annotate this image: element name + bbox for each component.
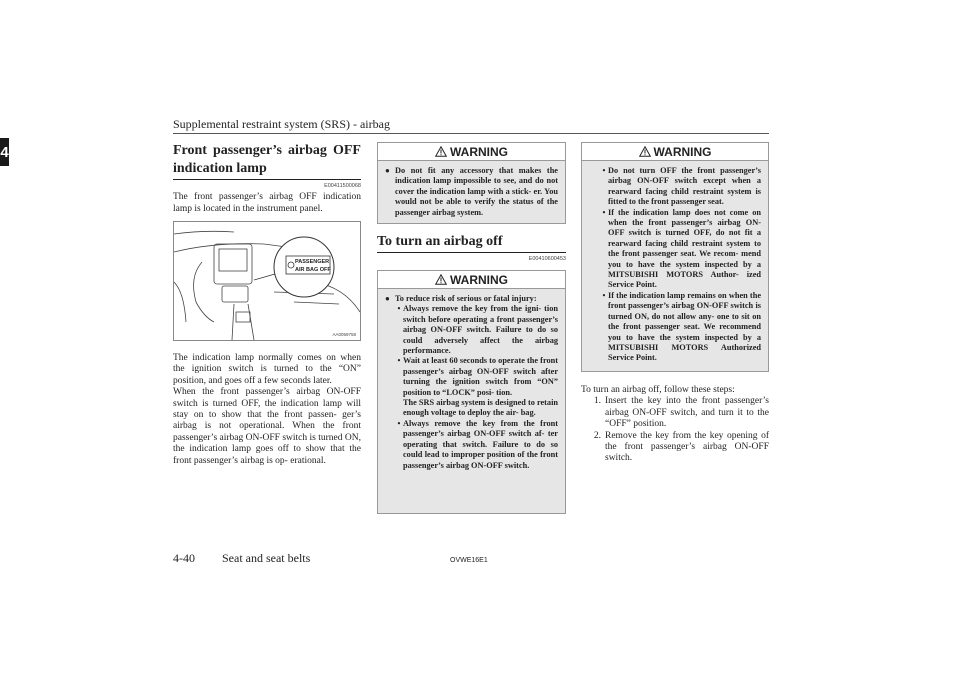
warning-text: Do not fit any accessory that makes the indication lamp impossible to see, and do not cover the indication lamp with a stick- er. You would not be able to verify the status of the passenger airbag system.	[395, 166, 558, 217]
section-code: E00410600453	[528, 256, 566, 262]
warning-title: WARNING	[450, 272, 508, 287]
column-left-body	[173, 353, 361, 467]
section-rule	[173, 179, 361, 180]
dashboard-illustration	[173, 221, 361, 341]
bullet-icon: ●	[385, 166, 390, 175]
section-turn-off	[377, 233, 566, 265]
footer-page-number: 4-40	[173, 551, 195, 565]
footer-section-name: Seat and seat belts	[222, 551, 311, 565]
page-header-title: Supplemental restraint system (SRS) - airbag	[173, 117, 390, 131]
list-item: • If the indication lamp does not come on when the front passenger’s airbag ON- OFF switch is turned OFF, do not fit a rearward facing child restraint system to the front passenger seat. We recom- mend you to have the system inspected by a MITSUBISHI MOTORS Author- ized Service Point.	[602, 207, 761, 290]
warning-triangle-icon	[639, 146, 651, 157]
list-item: • Always remove the key from the front passenger’s airbag ON-OFF switch af- ter operating that switch. Failure to do so could lead to improper position of the front passenger’s airbag ON-OFF switch.	[397, 418, 558, 470]
column-left	[173, 142, 361, 215]
warning-note: The SRS airbag system is designed to retain enough voltage to deploy the air- bag.	[403, 398, 558, 418]
paragraph-lamp-normal: The indication lamp normally comes on when the ignition switch is turned to the “ON” position, and goes off a few seconds later.	[173, 353, 361, 386]
figure-label-line1: PASSENGER	[295, 259, 330, 265]
section-title-turn-off: To turn an airbag off	[377, 234, 503, 249]
footer-document-code: OVWE16E1	[450, 557, 488, 564]
figure-code: AA0059758	[332, 332, 356, 337]
intro-paragraph: The front passenger’s airbag OFF indication lamp is located in the instrument panel.	[173, 192, 361, 214]
section-rule	[377, 252, 566, 253]
list-item: • If the indication lamp remains on when the front passenger’s airbag ON-OFF switch is turned ON, do not allow any- one to sit on the front passenger seat. We recommend you to have the system inspected by a MITSUBISHI MOTORS Authorized Service Point.	[602, 290, 761, 363]
warning-header	[582, 143, 768, 161]
warning-triangle-icon	[435, 146, 447, 157]
warning-title: WARNING	[653, 144, 712, 159]
paragraph-lamp-switch: When the front passenger’s airbag ON-OFF switch is turned OFF, the indication lamp will stay on to show that the front passen- ger’s airbag is not operational. When the front passenger’s airbag ON-OFF switch is turned ON, the indication lamp goes off to show that the front passenger’s airbag is op- erational.	[173, 387, 361, 466]
step-item: 2. Remove the key from the key opening of the front passenger’s airbag ON-OFF switch.	[593, 430, 769, 464]
chapter-tab: 4	[0, 138, 9, 166]
dashboard-drawing	[174, 222, 360, 340]
warning-box-switch	[581, 142, 769, 372]
warning-box-injury	[377, 270, 566, 514]
section-code: E00411500068	[324, 183, 361, 189]
warning-box-accessory	[377, 142, 566, 224]
steps-intro: To turn an airbag off, follow these steps:	[581, 385, 735, 395]
warning-header	[378, 143, 565, 161]
list-item: • Always remove the key from the igni- tion switch before operating a front passenger’s airbag ON-OFF switch. Failure to do so could adversely affect the airbag performance.	[397, 304, 558, 356]
warning-lead: To reduce risk of serious or fatal injury:	[395, 294, 537, 303]
header-rule	[173, 133, 769, 134]
warning-triangle-icon	[435, 274, 447, 285]
bullet-icon: ●	[385, 294, 390, 303]
list-item: • Do not turn OFF the front passenger’s airbag ON-OFF switch except when a rearward facing child restraint system is fitted to the front passenger seat.	[602, 166, 761, 207]
step-item: 1. Insert the key into the front passenger’s airbag ON-OFF switch, and turn it to the “OFF” position.	[593, 396, 769, 430]
warning-header	[378, 271, 565, 289]
steps-block	[581, 385, 769, 465]
section-title-indication-lamp: Front passenger’s airbag OFF indication lamp	[173, 143, 361, 176]
warning-title: WARNING	[450, 144, 508, 159]
list-item: • Wait at least 60 seconds to operate the front passenger’s airbag ON-OFF switch after turning the ignition switch from “ON” position to “LOCK” posi- tion.	[397, 356, 558, 397]
figure-label-line2: AIR BAG OFF	[295, 267, 331, 273]
